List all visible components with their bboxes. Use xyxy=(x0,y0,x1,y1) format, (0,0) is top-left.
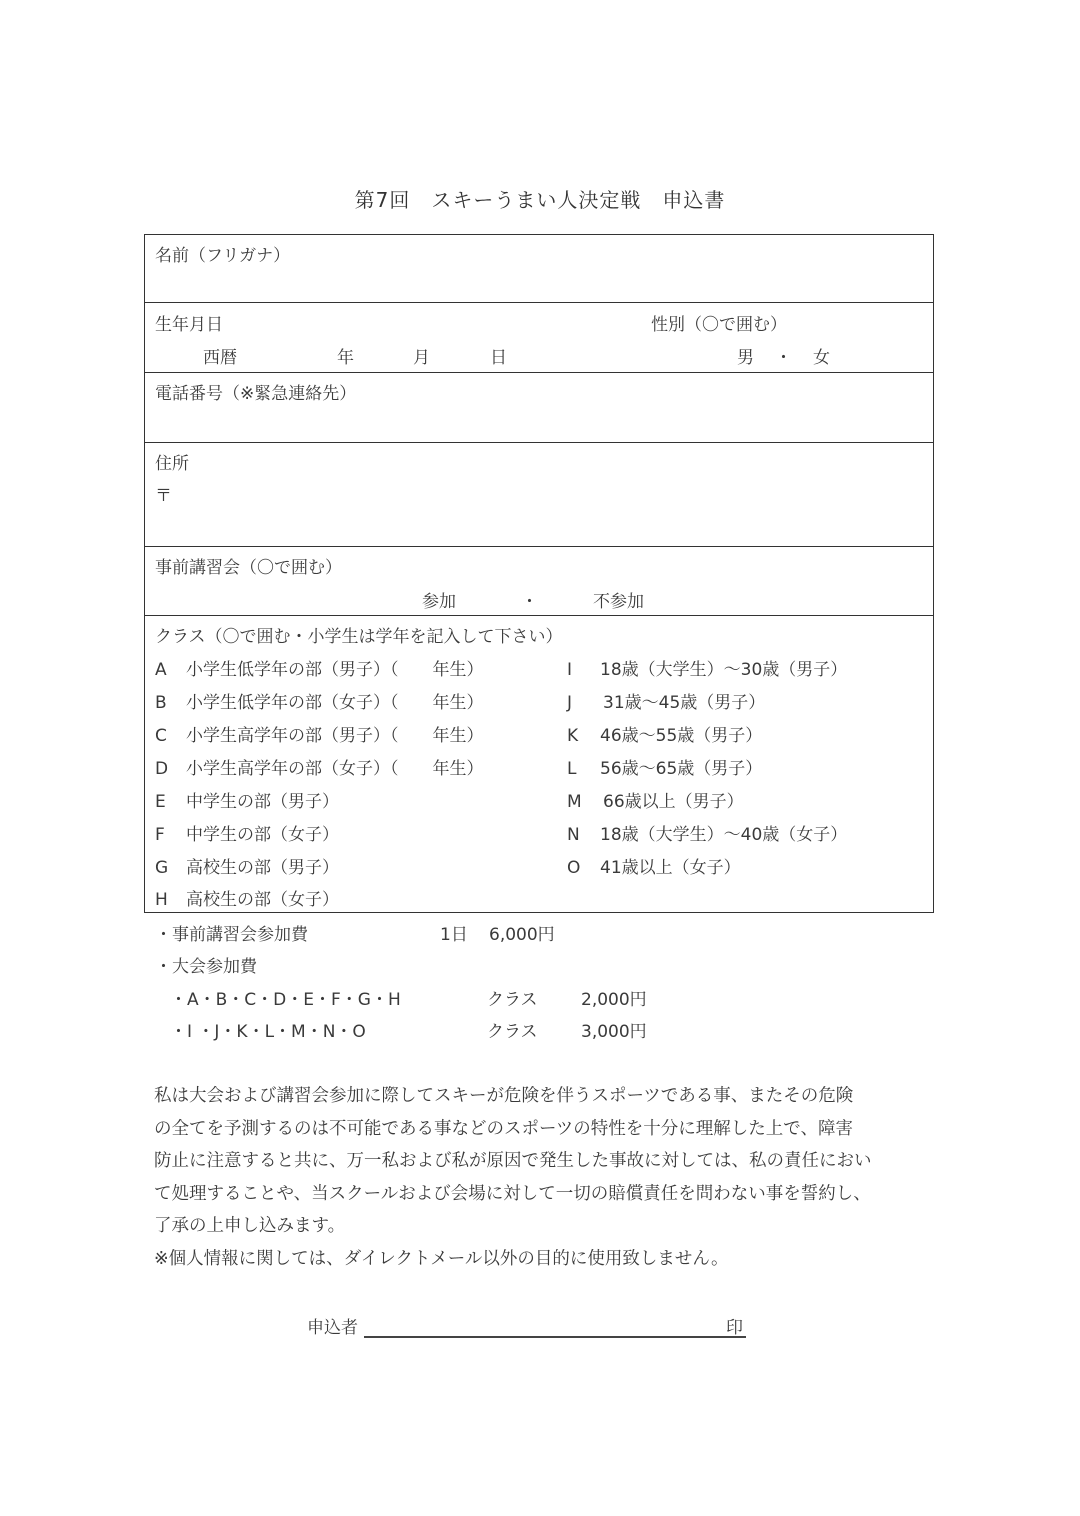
seal-mark: 印 xyxy=(726,1318,743,1338)
birthdate-label: 生年月日 xyxy=(155,315,223,335)
class-letter: B xyxy=(155,693,167,713)
birthdate-gender-row xyxy=(145,303,933,373)
class-letter: O xyxy=(567,858,581,878)
birthdate-month-field[interactable]: 月 xyxy=(413,348,430,368)
tournament-fee-label: ・大会参加費 xyxy=(155,957,257,977)
applicant-label: 申込者 xyxy=(307,1318,358,1338)
class-name: 小学生高学年の部（女子） xyxy=(186,759,390,779)
class-name: 中学生の部（女子） xyxy=(186,825,339,845)
disclaimer-paragraph xyxy=(154,1080,934,1275)
class-grade-field[interactable]: （ 年生） xyxy=(390,726,484,746)
application-form-table xyxy=(144,234,934,913)
class-letter: F xyxy=(155,825,165,845)
class-option-a[interactable] xyxy=(155,655,484,680)
class-grade-field[interactable]: （ 年生） xyxy=(390,693,484,713)
gender-option-male[interactable]: 男 xyxy=(737,348,754,368)
workshop-fee-label: ・事前講習会参加費 xyxy=(155,925,308,945)
class-name: 31歳～45歳（男子） xyxy=(603,693,766,713)
fee-tier-classes: ・A・B・C・D・E・F・G・H xyxy=(170,990,401,1010)
class-option-c[interactable] xyxy=(155,721,484,746)
fee-tier-amount: 3,000円 xyxy=(581,1022,647,1042)
class-label: クラス（〇で囲む・小学生は学年を記入して下さい） xyxy=(155,627,563,647)
fee-tier-unit: クラス xyxy=(487,1022,538,1042)
class-name: 56歳～65歳（男子） xyxy=(600,759,763,779)
gender-separator: ・ xyxy=(775,348,792,368)
class-letter: I xyxy=(567,660,573,680)
class-option-d[interactable] xyxy=(155,754,484,779)
name-label: 名前（フリガナ） xyxy=(155,246,291,266)
privacy-note: ※個人情報に関しては、ダイレクトメール以外の目的に使用致しません。 xyxy=(154,1248,729,1269)
class-option-l[interactable] xyxy=(567,754,762,779)
class-letter: J xyxy=(567,693,573,713)
phone-row[interactable] xyxy=(145,373,933,443)
class-name: 高校生の部（女子） xyxy=(186,890,339,910)
class-option-i[interactable] xyxy=(567,655,847,680)
class-option-o[interactable] xyxy=(567,853,741,878)
address-label: 住所 xyxy=(155,454,189,474)
disclaimer-line: 私は大会および講習会参加に際してスキーが危険を伴うスポーツである事、またその危険 xyxy=(154,1086,854,1106)
workshop-separator: ・ xyxy=(521,592,538,612)
class-option-k[interactable] xyxy=(567,721,762,746)
class-option-h[interactable] xyxy=(155,885,339,910)
document-title: 第7回 スキーうまい人決定戦 申込書 xyxy=(354,188,726,212)
class-grade-field[interactable]: （ 年生） xyxy=(390,660,484,680)
workshop-option-attend[interactable]: 参加 xyxy=(422,592,456,612)
disclaimer-line: の全てを予測するのは不可能である事などのスポーツの特性を十分に理解した上で、障害 xyxy=(154,1118,853,1139)
fee-tier-unit: クラス xyxy=(487,990,538,1010)
class-letter: M xyxy=(567,792,582,812)
class-name: 18歳（大学生）～40歳（女子） xyxy=(600,825,848,845)
class-letter: H xyxy=(155,890,168,910)
class-letter: C xyxy=(155,726,167,746)
gender-label: 性別（〇で囲む） xyxy=(651,315,787,335)
class-option-m[interactable] xyxy=(567,787,744,812)
class-option-g[interactable] xyxy=(155,853,339,878)
class-name: 46歳～55歳（男子） xyxy=(600,726,763,746)
workshop-fee-duration: 1日 xyxy=(440,925,468,945)
workshop-option-not-attend[interactable]: 不参加 xyxy=(593,592,644,612)
class-name: 小学生低学年の部（男子） xyxy=(186,660,390,680)
class-name: 小学生高学年の部（男子） xyxy=(186,726,390,746)
class-option-f[interactable] xyxy=(155,820,339,845)
birthdate-day-field[interactable]: 日 xyxy=(490,348,507,368)
workshop-fee-amount: 6,000円 xyxy=(489,925,555,945)
class-option-j[interactable] xyxy=(567,688,765,713)
class-letter: E xyxy=(155,792,166,812)
class-letter: D xyxy=(155,759,169,779)
class-name: 高校生の部（男子） xyxy=(186,858,339,878)
disclaimer-line: 了承の上申し込みます。 xyxy=(154,1216,346,1236)
workshop-row xyxy=(145,547,933,616)
class-letter: L xyxy=(567,759,577,779)
class-name: 中学生の部（男子） xyxy=(186,792,339,812)
class-option-n[interactable] xyxy=(567,820,847,845)
class-name: 小学生低学年の部（女子） xyxy=(186,693,390,713)
class-letter: G xyxy=(155,858,169,878)
class-row xyxy=(145,616,933,912)
fee-tier-classes: ・I ・J・K・L・M・N・O xyxy=(170,1022,366,1042)
class-option-e[interactable] xyxy=(155,787,339,812)
class-letter: A xyxy=(155,660,167,680)
address-row[interactable] xyxy=(145,443,933,547)
class-letter: N xyxy=(567,825,580,845)
class-grade-field[interactable]: （ 年生） xyxy=(390,759,484,779)
fee-tier-amount: 2,000円 xyxy=(581,990,647,1010)
birthdate-era: 西暦 xyxy=(203,348,237,368)
class-name: 41歳以上（女子） xyxy=(600,858,741,878)
birthdate-year-field[interactable]: 年 xyxy=(337,348,354,368)
class-name: 18歳（大学生）～30歳（男子） xyxy=(600,660,848,680)
applicant-signature-field[interactable] xyxy=(364,1336,746,1338)
gender-option-female[interactable]: 女 xyxy=(813,348,830,368)
postal-mark: 〒 xyxy=(155,486,172,506)
name-row[interactable] xyxy=(145,235,933,303)
phone-label: 電話番号（※緊急連絡先） xyxy=(155,384,357,404)
workshop-label: 事前講習会（〇で囲む） xyxy=(155,558,342,578)
class-letter: K xyxy=(567,726,579,746)
disclaimer-line: て処理することや、当スクールおよび会場に対して一切の賠償責任を問わない事を誓約し、 xyxy=(154,1183,871,1204)
class-name: 66歳以上（男子） xyxy=(603,792,744,812)
disclaimer-line: 防止に注意すると共に、万一私および私が原因で発生した事故に対しては、私の責任におい xyxy=(154,1151,872,1171)
class-option-b[interactable] xyxy=(155,688,484,713)
